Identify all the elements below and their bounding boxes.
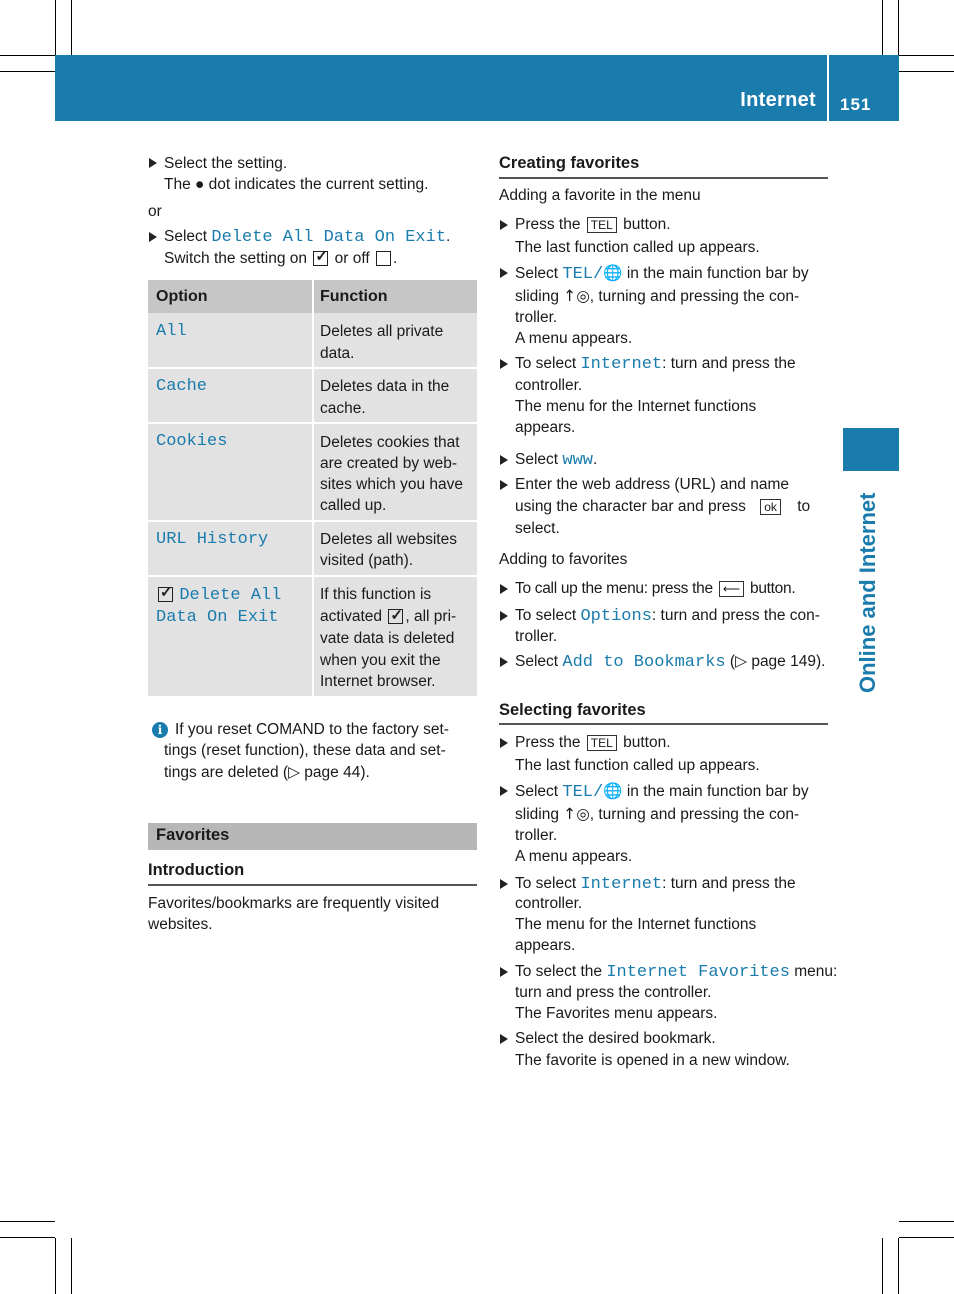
step-text: The Favorites menu appears. bbox=[515, 1005, 718, 1022]
text-fragment: To call up the menu: press the bbox=[515, 580, 713, 597]
crop-mark bbox=[882, 1238, 883, 1294]
step-text: The favorite is opened in a new window. bbox=[515, 1052, 790, 1069]
function-cell: when you exit the bbox=[320, 652, 441, 669]
body-text: Adding a favorite in the menu bbox=[499, 187, 701, 204]
bullet-arrow-icon bbox=[500, 480, 508, 490]
step-text: troller. bbox=[515, 827, 558, 844]
bullet-arrow-icon bbox=[500, 786, 508, 796]
step-text: The menu for the Internet functions bbox=[515, 398, 757, 415]
text-fragment: : turn and press the bbox=[662, 875, 796, 892]
controller-slide-icon: ↑◎ bbox=[563, 805, 590, 823]
function-cell: sites which you have bbox=[320, 476, 464, 493]
bullet-arrow-icon bbox=[149, 158, 157, 168]
step-text bbox=[515, 804, 799, 825]
step-text: Select www. bbox=[515, 451, 598, 470]
text-fragment: : turn and press the bbox=[662, 355, 796, 372]
crop-mark bbox=[0, 1221, 55, 1222]
bullet-arrow-icon bbox=[500, 879, 508, 889]
step-text bbox=[515, 215, 671, 235]
back-key-icon: ⟵ bbox=[719, 581, 744, 597]
header-divider bbox=[827, 55, 829, 121]
table-divider bbox=[148, 520, 477, 522]
crop-mark bbox=[898, 1238, 899, 1294]
bullet-arrow-icon bbox=[500, 359, 508, 369]
step-text: The ● dot indicates the current setting. bbox=[164, 176, 429, 193]
text-fragment: Switch the setting on bbox=[164, 250, 312, 267]
text-fragment: : turn and press the con- bbox=[651, 607, 820, 624]
bullet-arrow-icon bbox=[500, 1034, 508, 1044]
function-cell: data. bbox=[320, 345, 355, 362]
subsection-heading: Selecting favorites bbox=[499, 701, 646, 719]
step-text: controller. bbox=[515, 895, 583, 912]
option-cookies: Cookies bbox=[156, 432, 228, 451]
function-cell: vate data is deleted bbox=[320, 630, 455, 647]
function-cell: Deletes cookies that bbox=[320, 434, 460, 451]
function-cell bbox=[320, 606, 456, 628]
crop-mark bbox=[899, 1237, 954, 1238]
step-text bbox=[164, 249, 397, 269]
step-text: A menu appears. bbox=[515, 330, 633, 347]
column-header-function: Function bbox=[320, 288, 388, 305]
text-fragment: , turning and pressing the con- bbox=[589, 288, 800, 305]
menu-item-code: Options bbox=[580, 607, 652, 626]
checkbox-on-icon bbox=[313, 251, 328, 266]
heading-rule bbox=[148, 884, 477, 886]
subsection-heading: Introduction bbox=[148, 861, 245, 879]
function-cell: Deletes all websites bbox=[320, 531, 457, 548]
text-fragment: button. bbox=[623, 734, 671, 751]
bullet-arrow-icon bbox=[500, 967, 508, 977]
text-fragment: in the main function bar by bbox=[622, 265, 809, 282]
text-fragment: , all pri- bbox=[405, 608, 457, 625]
text-fragment: Select bbox=[164, 228, 212, 245]
globe-icon: 🌐 bbox=[603, 782, 623, 800]
crop-mark bbox=[882, 0, 883, 55]
text-fragment: button. bbox=[623, 216, 671, 233]
option-delete-all bbox=[156, 585, 281, 606]
crop-mark bbox=[55, 0, 56, 55]
step-text bbox=[515, 263, 809, 285]
text-fragment: To select bbox=[515, 355, 581, 372]
step-text: Select the desired bookmark. bbox=[515, 1030, 716, 1047]
function-cell: Deletes data in the bbox=[320, 378, 450, 395]
step-text bbox=[515, 962, 837, 983]
text-fragment: Press the bbox=[515, 216, 581, 233]
info-text: tings are deleted (▷ page 44). bbox=[164, 764, 370, 781]
side-tab bbox=[843, 428, 899, 471]
table-divider bbox=[312, 280, 314, 696]
text-fragment: . bbox=[446, 228, 451, 245]
text-fragment: Select bbox=[515, 653, 563, 670]
step-text bbox=[515, 733, 671, 753]
text-fragment: To select bbox=[515, 875, 581, 892]
step-text bbox=[515, 652, 825, 673]
step-text bbox=[515, 497, 810, 517]
function-cell: cache. bbox=[320, 400, 366, 417]
bullet-arrow-icon bbox=[500, 584, 508, 594]
step-text: turn and press the controller. bbox=[515, 984, 712, 1001]
text-fragment: to bbox=[797, 498, 811, 515]
crop-mark bbox=[899, 1221, 954, 1222]
text-fragment: button. bbox=[750, 580, 796, 597]
menu-item-code: Internet bbox=[580, 355, 663, 374]
text-fragment: Select bbox=[515, 265, 563, 282]
step-text bbox=[515, 579, 795, 599]
bullet-arrow-icon bbox=[500, 220, 508, 230]
option-url-history: URL History bbox=[156, 530, 269, 549]
bullet-arrow-icon bbox=[500, 268, 508, 278]
step-text bbox=[515, 354, 796, 375]
crop-mark bbox=[71, 1238, 72, 1294]
menu-item-code: Delete All Data On Exit bbox=[211, 228, 447, 247]
bullet-arrow-icon bbox=[500, 611, 508, 621]
step-text: appears. bbox=[515, 419, 576, 436]
text-fragment: sliding bbox=[515, 288, 564, 305]
bullet-arrow-icon bbox=[149, 232, 157, 242]
step-text: The last function called up appears. bbox=[515, 239, 760, 256]
step-text: controller. bbox=[515, 377, 583, 394]
body-text: Favorites/bookmarks are frequently visited bbox=[148, 895, 440, 912]
function-cell: called up. bbox=[320, 497, 387, 514]
info-text: tings (reset function), these data and set- bbox=[164, 742, 446, 759]
page-reference-link[interactable]: (▷ page 149). bbox=[725, 653, 826, 670]
or-text: or bbox=[148, 203, 162, 220]
info-icon: i bbox=[152, 722, 168, 738]
text-fragment: To select the bbox=[515, 963, 607, 980]
text-fragment: activated bbox=[320, 608, 387, 625]
text-fragment: , turning and pressing the con- bbox=[589, 806, 800, 823]
function-cell: Internet browser. bbox=[320, 673, 436, 690]
text-fragment: menu: bbox=[789, 963, 838, 980]
menu-item-code: TEL/ bbox=[562, 783, 604, 802]
text-fragment: . bbox=[393, 250, 398, 267]
text-fragment: Select bbox=[515, 783, 563, 800]
checkbox-on-icon bbox=[388, 609, 403, 624]
tel-key-icon: TEL bbox=[587, 735, 617, 751]
step-text: Select the setting. bbox=[164, 155, 288, 172]
menu-item-code: Internet bbox=[580, 875, 663, 894]
text-fragment: using the character bar and press bbox=[515, 498, 746, 515]
crop-mark bbox=[71, 0, 72, 55]
step-text: A menu appears. bbox=[515, 848, 633, 865]
text-fragment: Delete All bbox=[179, 586, 282, 605]
option-cache: Cache bbox=[156, 377, 208, 396]
table-divider bbox=[148, 367, 477, 369]
chapter-label: Online and Internet bbox=[855, 492, 880, 693]
text-fragment: in the main function bar by bbox=[622, 783, 809, 800]
heading-rule bbox=[499, 177, 828, 179]
bullet-arrow-icon bbox=[500, 455, 508, 465]
page-title: Internet bbox=[740, 89, 816, 111]
globe-icon: 🌐 bbox=[603, 264, 623, 282]
table-divider bbox=[148, 422, 477, 424]
text-fragment: sliding bbox=[515, 806, 564, 823]
crop-mark bbox=[898, 0, 899, 55]
bullet-arrow-icon bbox=[500, 657, 508, 667]
menu-item-code: Add to Bookmarks bbox=[562, 653, 726, 672]
body-text: Adding to favorites bbox=[499, 551, 628, 568]
subsection-heading: Creating favorites bbox=[499, 154, 640, 172]
step-text: troller. bbox=[515, 309, 558, 326]
step-text bbox=[515, 606, 820, 627]
section-heading: Favorites bbox=[156, 826, 230, 844]
menu-item-code: www bbox=[562, 451, 593, 470]
step-text bbox=[164, 227, 450, 248]
option-delete-all-line2: Data On Exit bbox=[156, 608, 279, 627]
step-text bbox=[515, 781, 809, 803]
option-all: All bbox=[156, 322, 187, 341]
menu-item-code: Internet Favorites bbox=[606, 963, 790, 982]
crop-mark bbox=[899, 55, 954, 56]
crop-mark bbox=[0, 1237, 55, 1238]
ok-key-icon: ok bbox=[760, 499, 781, 515]
menu-item-code: TEL/ bbox=[562, 265, 604, 284]
tel-key-icon: TEL bbox=[587, 217, 617, 233]
text-fragment: Press the bbox=[515, 734, 581, 751]
bullet-arrow-icon bbox=[500, 738, 508, 748]
crop-mark bbox=[0, 55, 55, 56]
info-text: If you reset COMAND to the factory set- bbox=[175, 721, 449, 738]
step-text: troller. bbox=[515, 628, 558, 645]
function-cell: If this function is bbox=[320, 586, 432, 603]
crop-mark bbox=[55, 1238, 56, 1294]
crop-mark bbox=[0, 71, 55, 72]
step-text: select. bbox=[515, 520, 560, 537]
step-text: The last function called up appears. bbox=[515, 757, 760, 774]
page-number: 151 bbox=[840, 95, 872, 114]
step-text bbox=[515, 874, 796, 895]
controller-slide-icon: ↑◎ bbox=[563, 287, 590, 305]
function-cell: are created by web- bbox=[320, 455, 457, 472]
function-cell: visited (path). bbox=[320, 552, 414, 569]
step-text: The menu for the Internet functions bbox=[515, 916, 757, 933]
heading-rule bbox=[499, 723, 828, 725]
table-divider bbox=[148, 575, 477, 577]
text-fragment: Select bbox=[515, 451, 563, 468]
step-text: Enter the web address (URL) and name bbox=[515, 476, 789, 493]
body-text: websites. bbox=[148, 916, 213, 933]
step-text bbox=[515, 286, 799, 307]
column-header-option: Option bbox=[156, 288, 208, 305]
checkbox-off-icon bbox=[376, 251, 391, 266]
text-fragment: or off bbox=[330, 250, 374, 267]
checkbox-on-icon bbox=[158, 587, 173, 602]
function-cell: Deletes all private bbox=[320, 323, 444, 340]
crop-mark bbox=[899, 71, 954, 72]
text-fragment: To select bbox=[515, 607, 581, 624]
step-text: appears. bbox=[515, 937, 576, 954]
